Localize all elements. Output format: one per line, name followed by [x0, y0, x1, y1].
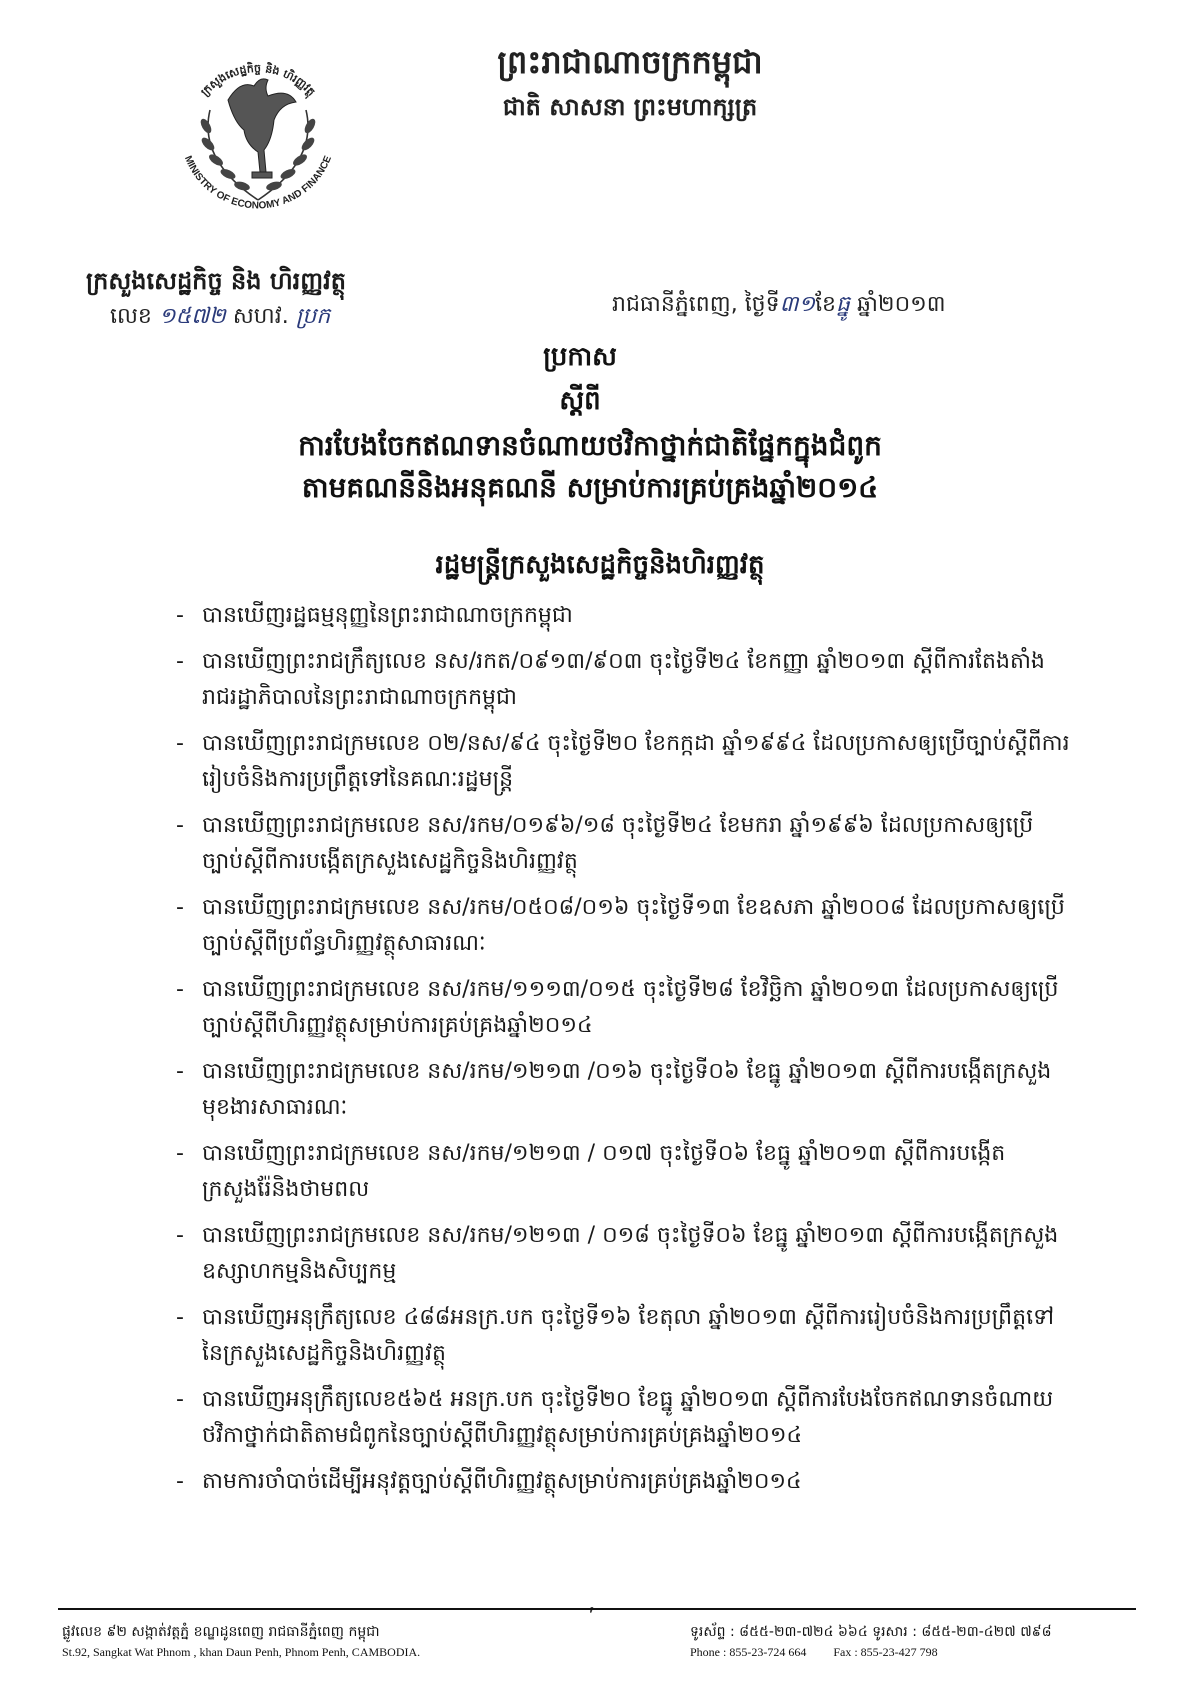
list-item: - បានឃើញព្រះរាជក្រឹត្យលេខ នស/រកត/០៩១៣/៩០៣ ចុះថ្ងៃទី២៤ ខែកញ្ញា ឆ្នាំ២០១៣ ស្តីពីការតែងតាំងរាជរដ្ឋាភិបាលនៃព្រះរាជាណាចក្រកម្ពុជា: [176, 649, 1045, 710]
reference-number-value: ១៥៧២: [158, 304, 226, 329]
footer-address: [62, 1622, 582, 1662]
list-item: - បានឃើញព្រះរាជក្រមលេខ នស/រកម/១២១៣ /០១៦ ចុះថ្ងៃទី០៦ ខែធ្នូ ឆ្នាំ២០១៣ ស្តីពីការបង្កើតក្រសួងមុខងារសាធារណៈ: [176, 1059, 1052, 1120]
list-item: - បានឃើញព្រះរាជក្រមលេខ ០២/នស/៩៤ ចុះថ្ងៃទី២០ ខែកក្កដា ឆ្នាំ១៩៩៤ ដែលប្រកាសឲ្យប្រើច្បាប់ស្តីពីការរៀបចំនិងការប្រព្រឹត្តទៅនៃគណៈរដ្ឋមន្ត្រី: [176, 731, 1070, 792]
footer-contact: [690, 1622, 1120, 1662]
considerations-list: [170, 598, 1070, 1510]
kingdom-heading: ព្រះរាជាណាចក្រកម្ពុជា: [497, 43, 763, 81]
svg-text:MINISTRY OF ECONOMY AND FINANC: [182, 154, 334, 211]
reference-label: លេខ: [110, 304, 152, 329]
reference-suffix: សហវ.: [232, 304, 289, 329]
list-item: - បានឃើញរដ្ឋធម្មនុញ្ញនៃព្រះរាជាណាចក្រកម្ពុជា: [176, 603, 573, 628]
document-about: ស្ដីពី: [559, 386, 601, 416]
address-en: St.92, Sangkat Wat Phnom , khan Daun Penh, Phnom Penh, CAMBODIA.: [62, 1645, 421, 1659]
reference-handwritten: ប្រក: [295, 304, 331, 329]
document-type: ប្រកាស: [543, 342, 617, 372]
list-item: - បានឃើញព្រះរាជក្រមលេខ នស/រកម/០១៩៦/១៨ ចុះថ្ងៃទី២៤ ខែមករា ឆ្នាំ១៩៩៦ ដែលប្រកាសឲ្យប្រើច្បាប់ស្តីពីការបង្កើតក្រសួងសេដ្ឋកិច្ចនិងហិរញ្ញវត្ថុ: [176, 813, 1034, 874]
list-item: - បានឃើញព្រះរាជក្រមលេខ នស/រកម/១១១៣/០១៥ ចុះថ្ងៃទី២៨ ខែវិច្ឆិកា ឆ្នាំ២០១៣ ដែលប្រកាសឲ្យប្រើច្បាប់ស្តីពីហិរញ្ញវត្ថុសម្រាប់ការគ្រប់គ្រងឆ្នាំ២០១៤: [176, 977, 1059, 1038]
document-title-line-2: តាមគណនីនិងអនុគណនី សម្រាប់ការគ្រប់គ្រងឆ្នាំ២០១៤: [301, 471, 879, 504]
seal-ring-text-en: MINISTRY OF ECONOMY AND FINANCE: [181, 154, 335, 212]
fax-en: Fax : 855-23-427 798: [833, 1645, 938, 1659]
contact-en: [690, 1642, 1120, 1662]
issuing-authority: រដ្ឋមន្ត្រីក្រសួងសេដ្ឋកិច្ចនិងហិរញ្ញវត្ថុ: [435, 550, 765, 580]
address-km: ផ្លូវលេខ ៩២ សង្កាត់វត្តភ្នំ ខណ្ឌដូនពេញ រាជធានីភ្នំពេញ កម្ពុជា: [62, 1624, 380, 1640]
phone-en: Phone : 855-23-724 664: [690, 1645, 807, 1659]
contact-km: ទូរស័ព្ទ : ៨៥៥-២៣-៧២៤ ៦៦៤ ទូរសារ : ៨៥៥-២៣-៤២៧ ៧៩៨: [690, 1624, 1052, 1640]
date-month-label: ខែ: [815, 292, 837, 317]
reference-number: [110, 302, 330, 334]
national-motto: ជាតិ សាសនា ព្រះមហាក្សត្រ: [502, 93, 758, 121]
date-line: [612, 290, 1102, 322]
ministry-name: ក្រសួងសេដ្ឋកិច្ច និង ហិរញ្ញវត្ថុ: [86, 267, 346, 295]
list-item: - បានឃើញអនុក្រឹត្យលេខ ៤៨៨អនក្រ.បក ចុះថ្ងៃទី១៦ ខែតុលា ឆ្នាំ២០១៣ ស្តីពីការរៀបចំនិងការប្រព្រឹត្តទៅនៃក្រសួងសេដ្ឋកិច្ចនិងហិរញ្ញវត្ថុ: [176, 1305, 1055, 1366]
list-item: - តាមការចាំបាច់ដើម្បីអនុវត្តច្បាប់ស្តីពីហិរញ្ញវត្ថុសម្រាប់ការគ្រប់គ្រងឆ្នាំ២០១៤: [176, 1469, 802, 1494]
date-prefix: រាជធានីភ្នំពេញ, ថ្ងៃទី: [612, 292, 780, 317]
list-item: - បានឃើញព្រះរាជក្រមលេខ នស/រកម/១២១៣ / ០១៨ ចុះថ្ងៃទី០៦ ខែធ្នូ ឆ្នាំ២០១៣ ស្តីពីការបង្កើតក្រសួងឧស្សាហកម្មនិងសិប្បកម្ម: [176, 1223, 1059, 1284]
document-title-line-1: ការបែងចែកឥណទានចំណាយថវិកាថ្នាក់ជាតិផ្នែកក្នុងជំពូក: [298, 429, 882, 462]
date-month: ធ្នូ: [836, 292, 850, 317]
seal-ring-text-km: ក្រសួងសេដ្ឋកិច្ច និង ហិរញ្ញវត្ថុ: [198, 61, 318, 99]
date-day: ៣១: [779, 292, 816, 317]
footer-divider: [58, 1608, 1136, 1610]
ministry-seal-icon: [168, 40, 348, 240]
list-item: - បានឃើញអនុក្រឹត្យលេខ៥៦៥ អនក្រ.បក ចុះថ្ងៃទី២០ ខែធ្នូ ឆ្នាំ២០១៣ ស្តីពីការបែងចែកឥណទានចំណាយថវិកាថ្នាក់ជាតិតាមជំពូកនៃច្បាប់ស្តីពីហិរញ្ញវត្ថុសម្រាប់ការគ្រប់គ្រងឆ្នាំ២០១៤: [176, 1387, 1054, 1448]
list-item: - បានឃើញព្រះរាជក្រមលេខ នស/រកម/០៥០៨/០១៦ ចុះថ្ងៃទី១៣ ខែឧសភា ឆ្នាំ២០០៨ ដែលប្រកាសឲ្យប្រើច្បាប់ស្តីពីប្រព័ន្ធហិរញ្ញវត្ថុសាធារណៈ: [176, 895, 1065, 956]
date-year: ឆ្នាំ២០១៣: [856, 292, 946, 317]
list-item: - បានឃើញព្រះរាជក្រមលេខ នស/រកម/១២១៣ / ០១៧ ចុះថ្ងៃទី០៦ ខែធ្នូ ឆ្នាំ២០១៣ ស្តីពីការបង្កើតក្រសួងរ៉ែនិងថាមពល: [176, 1141, 1006, 1202]
